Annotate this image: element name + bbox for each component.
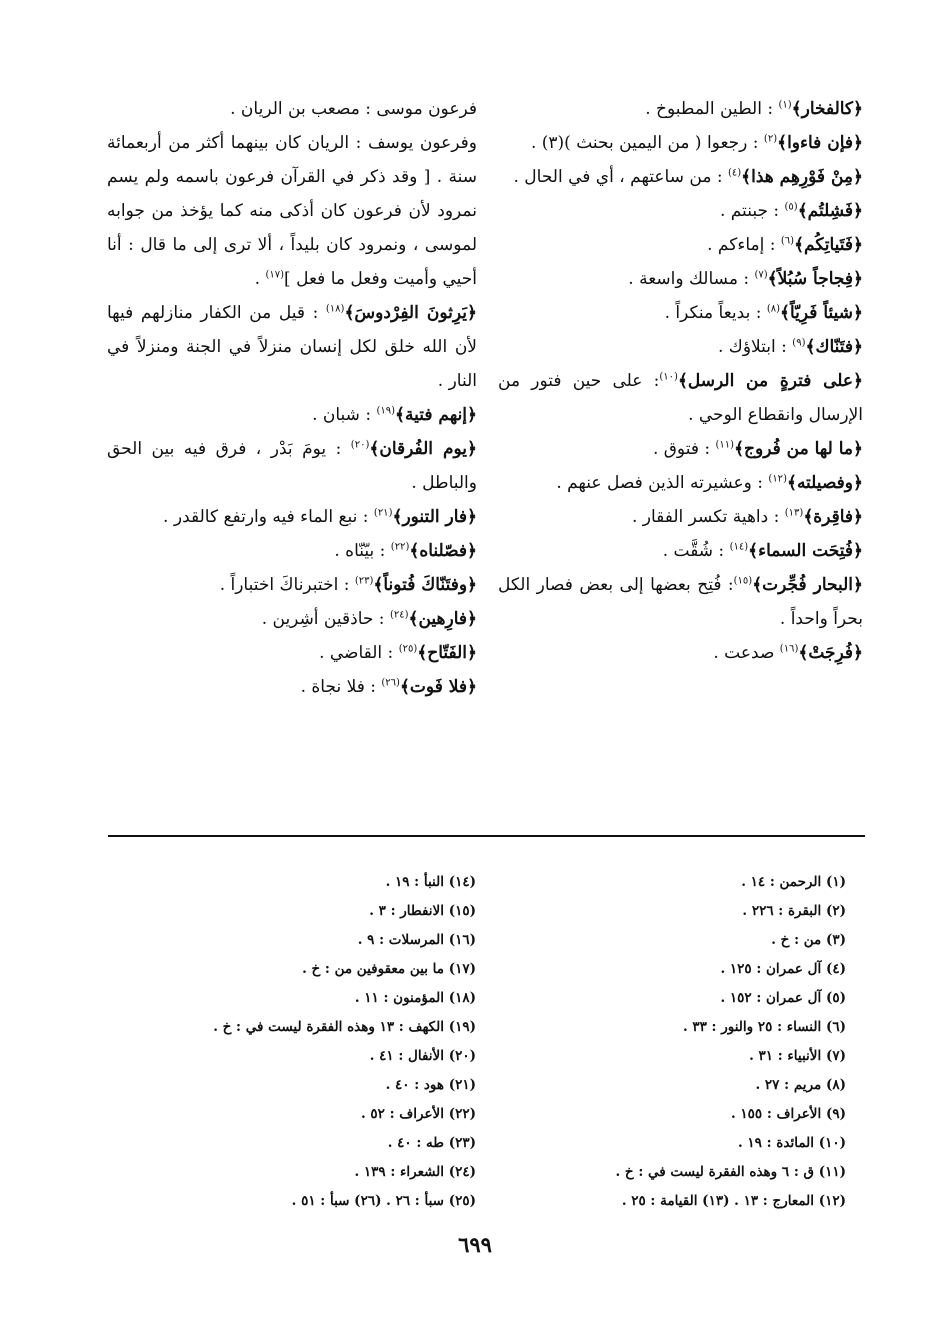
entry-definition: : إماءكم .: [707, 235, 781, 255]
bracket-close: ﴾: [752, 575, 763, 595]
glossary-entry: [107, 670, 477, 704]
bracket-close: ﴾: [677, 371, 688, 391]
page-number: ٦٩٩: [458, 1232, 492, 1257]
glossary-entry: [498, 262, 863, 296]
footnote: (١٠) المائدة : ١٩ .: [738, 1135, 846, 1151]
entry-term: شيئاً فَرِيّاً: [790, 303, 854, 323]
entry-definition: صدعت .: [713, 643, 780, 663]
footnote: (٤) آل عمران : ١٢٥ .: [720, 961, 846, 977]
bracket-close: ﴾: [344, 303, 355, 323]
bracket-open: ﴿: [853, 507, 863, 527]
footnote-ref: (٢٦): [381, 677, 400, 689]
glossary-entry: [107, 500, 477, 534]
footnote: (٦) النساء : ٢٥ والنور : ٣٣ .: [682, 1019, 846, 1035]
footnote-ref: (٢٠): [350, 439, 370, 451]
glossary-entry: [107, 568, 477, 602]
entry-term: البحار فُجِّرت: [762, 575, 854, 595]
bracket-close: ﴾: [794, 235, 805, 255]
glossary-entry: [107, 602, 477, 636]
entry-term: فَشِلتُم: [807, 201, 854, 221]
footnote: (٢٥) سبأ : ٢٦ . (٢٦) سبأ : ٥١ .: [291, 1193, 476, 1209]
bracket-close: ﴾: [417, 643, 428, 663]
entry-term: وفصيلته: [796, 473, 854, 493]
glossary-entry: [498, 160, 863, 194]
glossary-entry: [107, 432, 477, 500]
footnotes-right-column: [520, 868, 846, 1216]
bracket-close: ﴾: [786, 473, 797, 493]
entry-term: ما لها من فُروج: [744, 439, 854, 459]
footnote-ref: (٢٢): [390, 541, 410, 553]
entry-definition: : فتوق .: [652, 439, 716, 459]
footnotes-left-column: [170, 868, 476, 1216]
footnote: (٩) الأعراف : ١٥٥ .: [731, 1106, 846, 1122]
footnote: (٣) من : خ .: [771, 932, 846, 948]
bracket-open: ﴿: [853, 201, 863, 221]
entry-term: فلا فَوت: [409, 677, 468, 697]
bracket-open: ﴿: [467, 643, 477, 663]
glossary-entry: [498, 466, 863, 500]
entry-definition: : مسالك واسعة .: [628, 269, 755, 289]
footnote: (٥) آل عمران : ١٥٢ .: [720, 990, 846, 1006]
bracket-close: ﴾: [777, 133, 788, 153]
footnote: (٢) البقرة : ٢٢٦ .: [742, 903, 846, 919]
footnote-ref: (١): [778, 99, 792, 111]
entry-definition: : قيل من الكفار منازلهم فيها لأن الله خلق لكل إنسان منزلاً في الجنة ومنزلاً في النار .: [107, 303, 477, 391]
footnote-ref: (٦): [780, 235, 795, 247]
glossary-entry: [498, 194, 863, 228]
bracket-close: ﴾: [392, 507, 403, 527]
glossary-entry: [498, 330, 863, 364]
bracket-open: ﴿: [853, 303, 863, 323]
entry-definition: : من ساعتهم ، أي في الحال .: [513, 167, 728, 187]
bracket-close: ﴾: [791, 99, 802, 119]
bracket-open: ﴿: [853, 337, 863, 357]
bracket-close: ﴾: [748, 541, 759, 561]
footnote-ref: (١٤): [729, 541, 749, 553]
bracket-close: ﴾: [797, 201, 808, 221]
entry-text: فرعون موسى : مصعب بن الريان .: [230, 99, 477, 119]
entry-term: على فترةٍ من الرسل: [687, 371, 854, 391]
bracket-close: ﴾: [798, 643, 809, 663]
entry-definition: : يومَ بَدْر ، فرق فيه بين الحق والباطل .: [107, 439, 477, 493]
entry-definition: : جبنتم .: [719, 201, 785, 221]
bracket-close: ﴾: [767, 269, 778, 289]
footnote-ref: (٥): [784, 201, 798, 213]
bracket-open: ﴿: [467, 405, 477, 425]
bracket-open: ﴿: [467, 575, 477, 595]
footnote-ref: (١٣): [784, 507, 804, 519]
bracket-open: ﴿: [853, 541, 863, 561]
footnote: (٨) مريم : ٢٧ .: [755, 1077, 846, 1093]
footnote-ref: (٩): [792, 337, 806, 349]
entry-term: فاقِرة: [813, 507, 854, 527]
footnote: (١) الرحمن : ١٤ .: [741, 874, 846, 890]
bracket-close: ﴾: [408, 609, 419, 629]
bracket-open: ﴿: [853, 167, 863, 187]
entry-term: فإن فاءوا: [787, 133, 854, 153]
entry-definition: : شبان .: [312, 405, 377, 425]
bracket-open: ﴿: [853, 133, 863, 153]
entry-definition: : بديعاً منكراً .: [664, 303, 767, 323]
entry-term: إنهم فتية: [405, 405, 468, 425]
bracket-open: ﴿: [467, 507, 477, 527]
footnote: (٢١) هود : ٤٠ .: [385, 1077, 476, 1093]
footnote: (١٧) ما بين معقوفين من : خ .: [302, 961, 476, 977]
footnote: (١٦) المرسلات : ٩ .: [357, 932, 476, 948]
footnote-ref: (١٦): [779, 643, 799, 655]
glossary-entry: [498, 500, 863, 534]
glossary-entry: [498, 364, 863, 432]
left-text-column: [107, 92, 477, 704]
bracket-close: ﴾: [780, 303, 790, 323]
entry-term: يوم الفُرقان: [379, 439, 468, 459]
entry-term: فصّلناه: [419, 541, 468, 561]
footnote: (١٥) الانفطار : ٣ .: [369, 903, 476, 919]
entry-term: الفَتّاح: [427, 643, 468, 663]
footnote-ref: (٢١): [373, 507, 393, 519]
footnote-ref: (١٨): [325, 303, 345, 315]
bracket-open: ﴿: [467, 303, 477, 323]
entry-term: فار التنور: [402, 507, 468, 527]
glossary-entry: [498, 228, 863, 262]
bracket-open: ﴿: [853, 575, 863, 595]
bracket-close: ﴾: [373, 575, 384, 595]
glossary-entry: [498, 432, 863, 466]
entry-definition: : داهية تكسر الفقار .: [631, 507, 785, 527]
footnote-ref: (١٧): [265, 269, 285, 281]
footnote-ref: (١٩): [376, 405, 396, 417]
footnote-ref: (٧): [754, 269, 768, 281]
entry-definition: : ابتلاؤك .: [718, 337, 793, 357]
bracket-close: ﴾: [409, 541, 420, 561]
bracket-open: ﴿: [853, 371, 863, 391]
footnote-ref: (٢٤): [389, 609, 409, 621]
footnote: (٢٢) الأعراف : ٥٢ .: [361, 1106, 476, 1122]
glossary-entry: [107, 636, 477, 670]
bracket-open: ﴿: [467, 439, 477, 459]
entry-text: وفرعون يوسف : الريان كان بينهما أكثر من أربعمائة سنة . [ وقد ذكر في القرآن فرعون باسمه ولم يسم نمرود لأن فرعون كان أذكى منه كما يؤخذ من جوابه لموسى ، ونمرود كان بليداً ، ألا ترى إلى ما قال : أنا أحيي وأميت وفعل ما فعل ]: [107, 133, 477, 289]
bracket-close: ﴾: [805, 337, 816, 357]
glossary-entry: [107, 534, 477, 568]
bracket-open: ﴿: [467, 609, 477, 629]
entry-term: يَرِثونَ الفِرْدوسَ: [354, 303, 468, 323]
footnote-ref: (١٥): [733, 575, 753, 587]
bracket-open: ﴿: [853, 439, 863, 459]
entry-definition: : نبع الماء فيه وارتفع كالقدر .: [163, 507, 374, 527]
entry-definition: : على حين فتور من الإرسال وانقطاع الوحي .: [498, 371, 863, 425]
glossary-entry: [498, 92, 863, 126]
entry-definition: : القاضي .: [319, 643, 399, 663]
footnote-ref: (١١): [715, 439, 735, 451]
glossary-entry: وفرعون يوسف : الريان كان بينهما أكثر من أربعمائة سنة . [ وقد ذكر في القرآن فرعون باسمه ولم يسم نمرود لأن فرعون كان أذكى منه كما يؤخذ من جوابه لموسى ، ونمرود كان بليداً ، ألا ترى إلى ما قال : أنا أحيي وأميت وفعل ما فعل ]$^{(١٧)}$ .: [107, 133, 477, 289]
entry-definition: : فلا نجاة .: [300, 677, 382, 697]
footnote: (١٨) المؤمنون : ١١ .: [354, 990, 476, 1006]
entry-definition: : شُقَّت .: [662, 541, 730, 561]
bracket-open: ﴿: [853, 269, 863, 289]
entry-term: فُرِجَتْ: [808, 643, 854, 663]
bracket-open: ﴿: [853, 235, 863, 255]
bracket-close: ﴾: [741, 167, 752, 187]
entry-definition: : حاذقين أشِرين .: [261, 609, 390, 629]
footnote-ref: (٢٣): [354, 575, 374, 587]
glossary-entry: [498, 534, 863, 568]
entry-definition: : الطين المطبوخ .: [645, 99, 779, 119]
glossary-entry: [107, 92, 477, 126]
entry-term: فُتِحَت السماء: [758, 541, 854, 561]
entry-definition: : اختبرناكَ اختباراً .: [219, 575, 355, 595]
entry-term: فِجاجاً سُبُلاً: [777, 269, 854, 289]
glossary-entry: [498, 126, 863, 160]
bracket-close: ﴾: [369, 439, 380, 459]
bracket-close: ﴾: [803, 507, 814, 527]
entry-definition: : وعشيرته الذين فصل عنهم .: [556, 473, 769, 493]
bracket-close: ﴾: [734, 439, 745, 459]
glossary-entry: [498, 296, 863, 330]
footnote-separator: [108, 835, 865, 837]
footnote: (١٢) المعارج : ١٣ . (١٣) القيامة : ٢٥ .: [621, 1193, 846, 1209]
bracket-close: ﴾: [399, 677, 410, 697]
footnote: (٢٠) الأنفال : ٤١ .: [369, 1048, 476, 1064]
footnote-ref: (٤): [727, 167, 742, 179]
entry-term: كالفخار: [801, 99, 854, 119]
footnote: (١٤) النبأ : ١٩ .: [385, 874, 476, 890]
entry-term: وفتَنّاكَ فُتوناً: [383, 575, 468, 595]
entry-term: فارِهين: [418, 609, 468, 629]
glossary-entry: [498, 568, 863, 636]
footnote: (٧) الأنبياء : ٣١ .: [749, 1048, 846, 1064]
bracket-close: ﴾: [395, 405, 405, 425]
entry-term: فَتَياتِكُم: [804, 235, 854, 255]
glossary-entry: [107, 296, 477, 398]
footnote-ref: (٢): [763, 133, 778, 145]
footnote: (١١) ق : ٦ وهذه الفقرة ليست في : خ .: [615, 1164, 846, 1180]
footnote-ref: (٢٥): [398, 643, 418, 655]
bracket-open: ﴿: [853, 643, 863, 663]
footnote-ref: (٨): [766, 303, 781, 315]
entry-definition: : فُتِح بعضها إلى بعض فصار الكل بحراً واحداً .: [498, 575, 863, 629]
entry-term: فتَنّاك: [815, 337, 854, 357]
footnote: (٢٤) الشعراء : ١٣٩ .: [354, 1164, 476, 1180]
footnote: (١٩) الكهف : ١٣ وهذه الفقرة ليست في : خ .: [213, 1019, 476, 1035]
glossary-entry: [498, 636, 863, 670]
bracket-open: ﴿: [853, 99, 863, 119]
right-text-column: [498, 92, 863, 670]
footnote-ref: (١٢): [768, 473, 787, 485]
entry-definition: : بيّنّاه .: [334, 541, 391, 561]
bracket-open: ﴿: [853, 473, 863, 493]
entry-term: مِنْ فَوْرِهِم هذا: [751, 167, 854, 187]
entry-definition: : رجعوا ( من اليمين بحنث )(٣) .: [530, 133, 764, 153]
bracket-open: ﴿: [467, 541, 477, 561]
bracket-open: ﴿: [467, 677, 477, 697]
footnote: (٢٣) طه : ٤٠ .: [387, 1135, 476, 1151]
glossary-entry: [107, 398, 477, 432]
footnote-ref: (١٠): [659, 371, 678, 383]
